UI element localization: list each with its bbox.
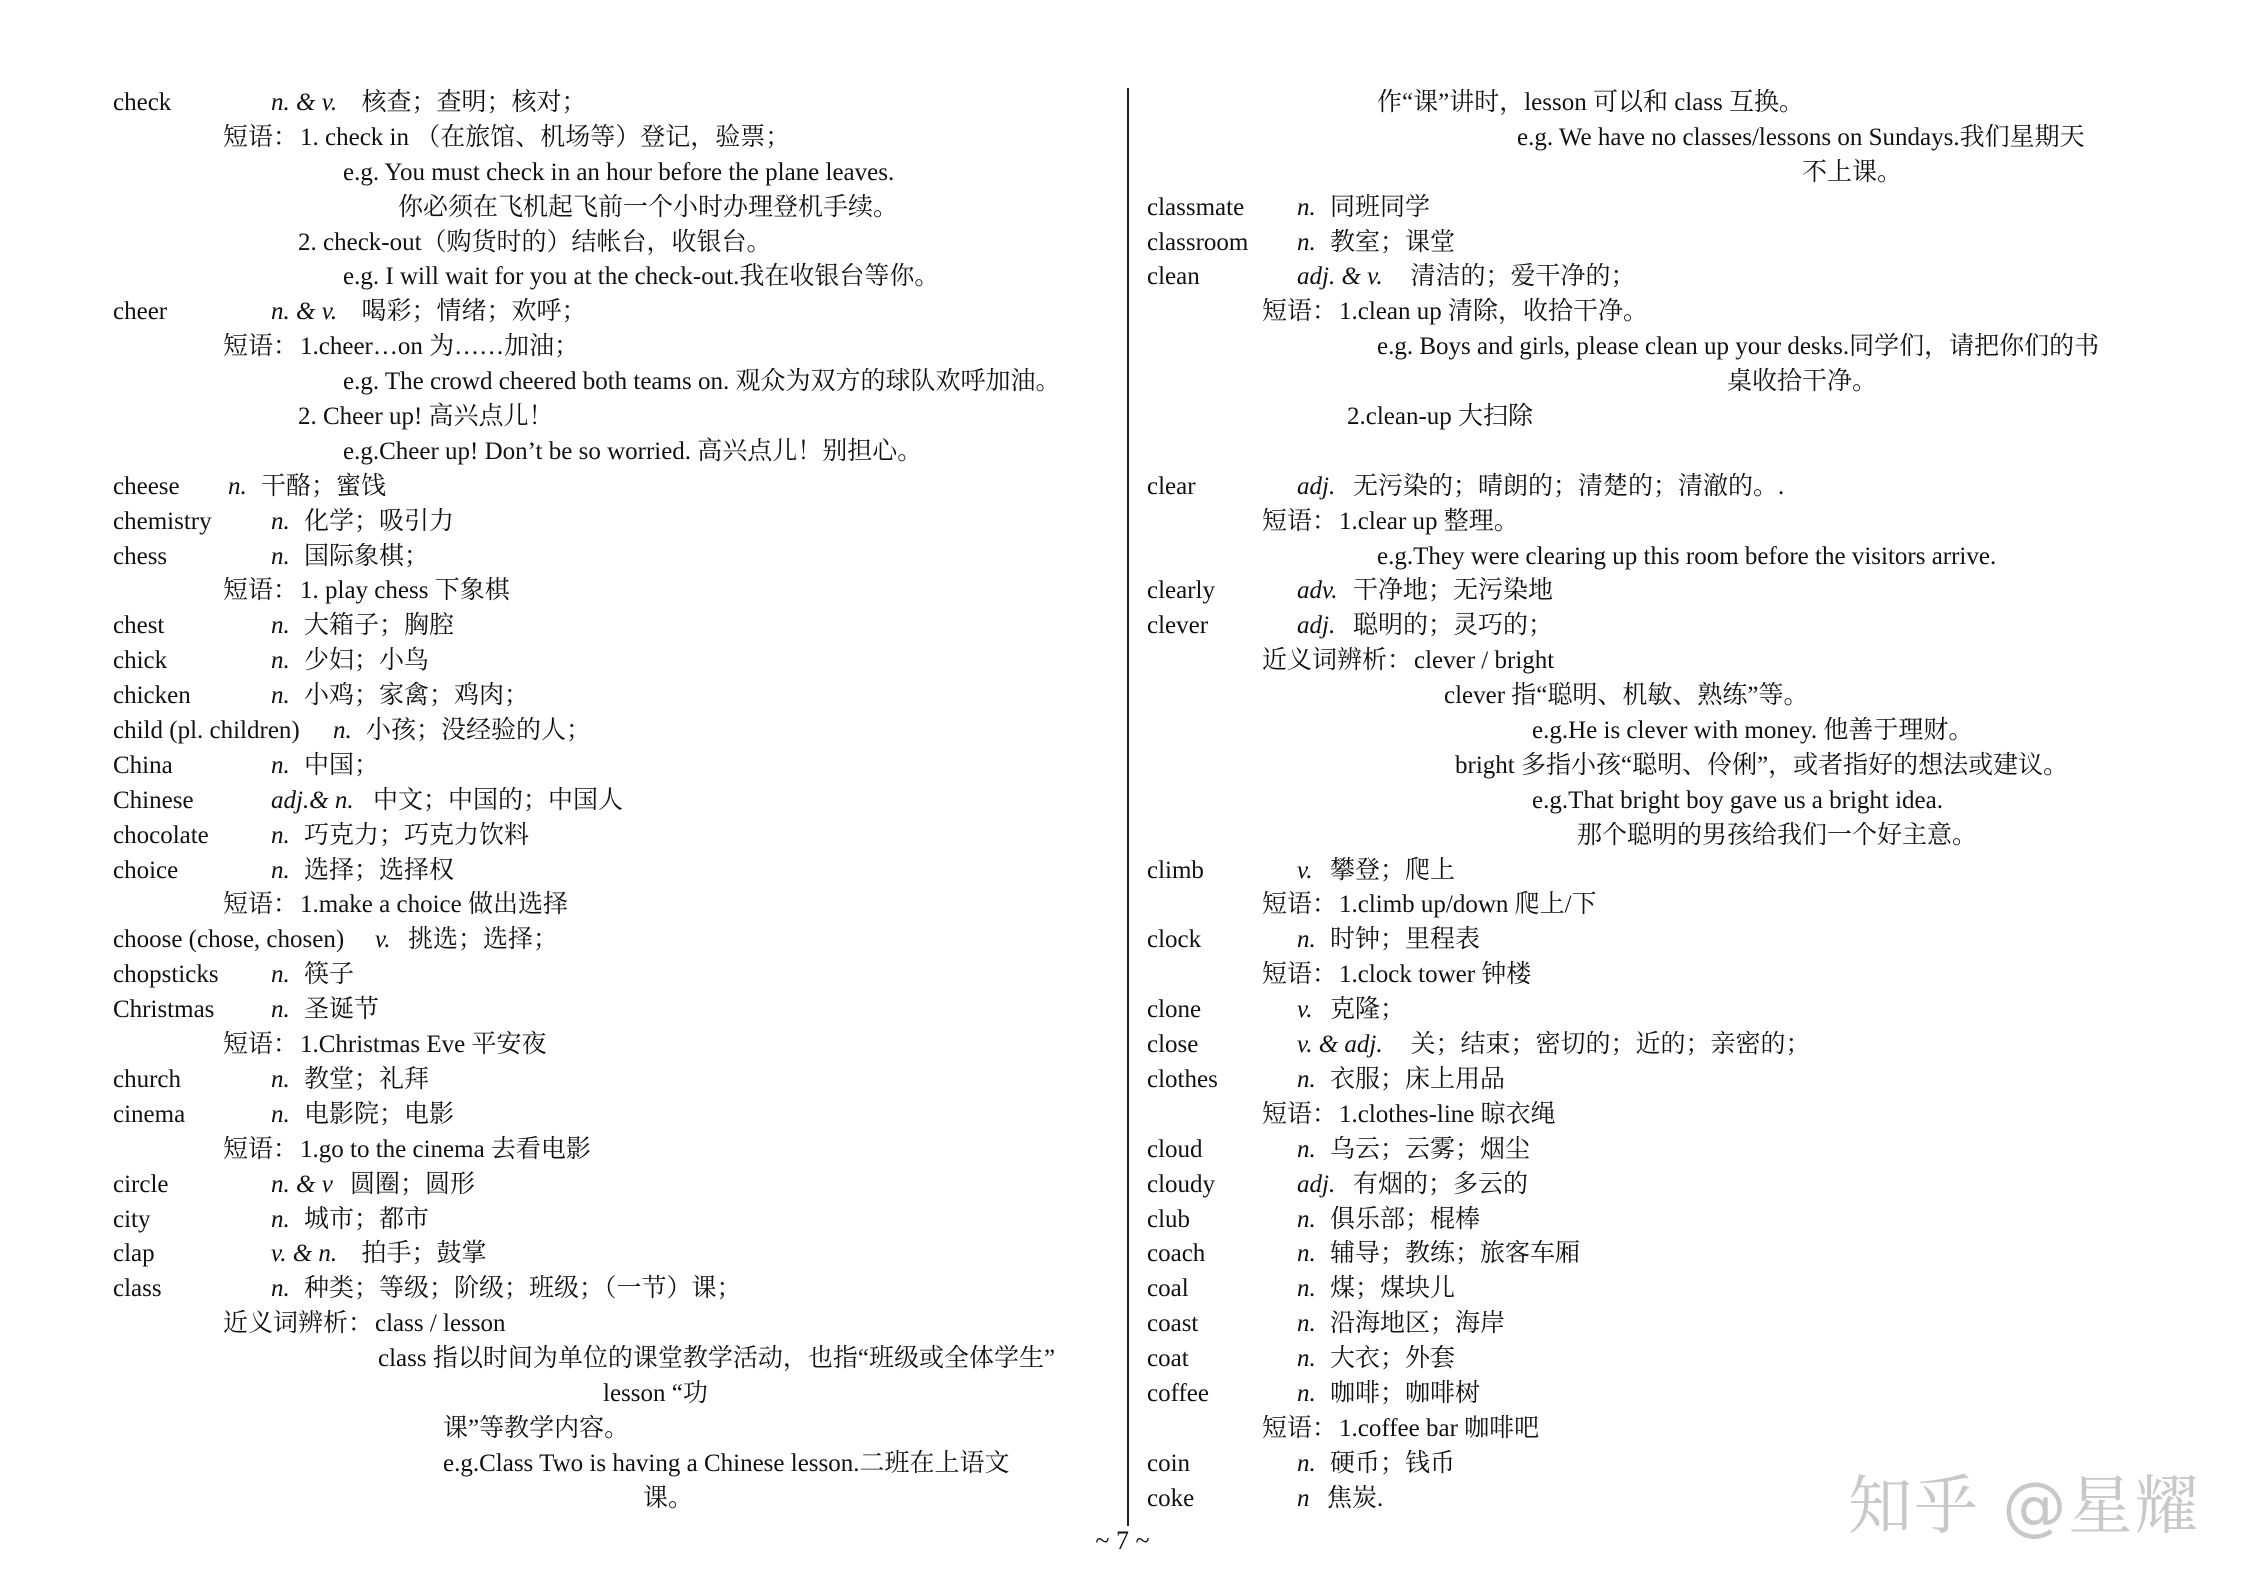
part-of-speech: v. & adj. [1297,1031,1383,1059]
example-sentence: e.g. You must check in an hour before the plane leaves. [343,158,895,186]
usage-note: 作“课”讲时，lesson 可以和 class 互换。 [1377,89,1805,116]
part-of-speech: n. [1297,193,1316,221]
dictionary-line [113,1377,1113,1412]
example-sentence: e.g. I will wait for you at the check-out.我在收银台等你。 [343,263,940,291]
dictionary-line [1147,749,2147,784]
example-sentence: e.g.Cheer up! Don’t be so worried. 高兴点儿！别担心。 [343,437,923,465]
phrase-label: 短语： [1262,1414,1338,1442]
usage-note: e.g.He is clever with money. 他善于理财。 [1532,717,1974,745]
phrase-text: 1.coffee bar 咖啡吧 [1339,1414,1540,1442]
definition: 干净地；无污染地 [1353,577,1554,605]
dictionary-line [113,1482,1113,1517]
headword: church [113,1065,182,1093]
headword: class [113,1275,162,1303]
example-sentence: e.g.They were clearing up this room before the visitors arrive. [1377,542,1997,570]
part-of-speech: n. [333,717,352,745]
dictionary-entry [1147,470,2147,505]
definition: 国际象棋； [304,542,430,570]
headword: cheese [113,472,180,500]
headword: city [113,1205,151,1233]
definition: 中文；中国的；中国人 [373,786,624,814]
usage-note: 那个聪明的男孩给我们一个好主意。 [1577,821,1978,849]
definition: 煤；煤块儿 [1330,1275,1456,1303]
definition: 沿海地区；海岸 [1330,1310,1506,1338]
dictionary-entry [113,1237,1113,1272]
headword: chopsticks [113,961,219,989]
definition: 教堂；礼拜 [304,1065,430,1093]
headword: cloud [1147,1135,1203,1163]
dictionary-entry [1147,1168,2147,1203]
headword: chicken [113,682,191,710]
dictionary-entry [113,784,1113,819]
definition: 有烟的；多云的 [1353,1170,1529,1198]
headword: clear [1147,472,1196,500]
dictionary-line [113,1307,1113,1342]
part-of-speech: n. & v. [271,89,338,116]
phrase-label: 短语： [1262,507,1338,535]
phrase-text: class / lesson [375,1310,506,1338]
dictionary-entry [113,1272,1113,1307]
phrase-text: 1. play chess 下象棋 [300,577,510,605]
dictionary-entry [1147,1342,2147,1377]
dictionary-line [1147,819,2147,854]
dictionary-entry [1147,1028,2147,1063]
part-of-speech: adj.& n. [271,786,354,814]
dictionary-line [1147,330,2147,365]
part-of-speech: n. [228,472,247,500]
dictionary-line [1147,644,2147,679]
definition: 选择；选择权 [304,856,455,884]
definition: 少妇；小鸟 [304,647,430,675]
part-of-speech: n. [1297,1065,1316,1093]
part-of-speech: n. [271,647,290,675]
definition: 聪明的；灵巧的； [1353,612,1554,640]
phrase-label: 短语： [1262,961,1338,989]
part-of-speech: n [1297,1484,1310,1512]
part-of-speech: n. [271,1100,290,1128]
headword: China [113,751,173,779]
definition: 俱乐部；棍棒 [1330,1205,1481,1233]
dictionary-line [1147,784,2147,819]
right-column [1147,86,2147,1517]
dictionary-entry [1147,574,2147,609]
definition: 化学；吸引力 [304,507,455,535]
definition: 种类；等级；阶级；班级；（一节）课； [304,1275,742,1303]
phrase-label: 短语： [223,123,299,151]
usage-note: e.g.That bright boy gave us a bright idea. [1532,786,1943,814]
dictionary-entry [113,470,1113,505]
dictionary-entry [1147,191,2147,226]
part-of-speech: n. [271,542,290,570]
part-of-speech: adv. [1297,577,1338,605]
usage-note: 课。 [643,1484,694,1512]
part-of-speech: n. [271,821,290,849]
headword: cheer [113,298,168,326]
dictionary-line [1147,505,2147,540]
definition: 清洁的；爱干净的； [1410,263,1636,291]
part-of-speech: n. [271,1205,290,1233]
headword: clock [1147,926,1202,954]
page-number: ~ 7 ~ [1095,1526,1150,1555]
usage-note: lesson “功 [603,1379,708,1407]
dictionary-line [113,226,1113,261]
dictionary-entry [113,609,1113,644]
headword: Christmas [113,996,215,1024]
part-of-speech: n. [271,1275,290,1303]
headword: circle [113,1170,169,1198]
headword: chocolate [113,821,209,849]
dictionary-entry [113,505,1113,540]
dictionary-line [1147,1412,2147,1447]
part-of-speech: n. [1297,1449,1316,1477]
definition: 中国； [304,751,380,779]
dictionary-entry [1147,260,2147,295]
part-of-speech: n. [271,856,290,884]
dictionary-entry [1147,854,2147,889]
phrase-label: 短语： [1262,1100,1338,1128]
phrase-text: 1.clear up 整理。 [1339,507,1519,535]
dictionary-line [1147,679,2147,714]
usage-note: class 指以时间为单位的课堂教学活动，也指“班级或全体学生” [378,1345,1056,1373]
phrase-text: 1. check in （在旅馆、机场等）登记，验票； [300,123,791,151]
phrase-text: 1.make a choice 做出选择 [300,891,568,919]
dictionary-line [1147,121,2147,156]
headword: classroom [1147,228,1249,256]
dictionary-entry [1147,1063,2147,1098]
part-of-speech: n. [271,996,290,1024]
headword: clone [1147,996,1202,1024]
dictionary-line [1147,888,2147,923]
dictionary-entry [1147,1133,2147,1168]
definition: 城市；都市 [304,1205,430,1233]
definition: 克隆； [1330,996,1406,1024]
dictionary-line [113,1342,1113,1377]
usage-note: 桌收拾干净。 [1727,368,1878,396]
example-sentence: e.g. The crowd cheered both teams on. 观众为双方的球队欢呼加油。 [343,368,1061,396]
dictionary-line [1147,295,2147,330]
phrase-text: 1.clothes-line 晾衣绳 [1339,1100,1556,1128]
dictionary-entry [113,819,1113,854]
dictionary-line [1147,400,2147,435]
definition: 筷子 [304,961,355,989]
part-of-speech: v. & n. [271,1240,338,1268]
left-column [113,86,1113,1517]
dictionary-line [1147,365,2147,400]
definition: 大箱子；胸腔 [304,612,455,640]
definition: 电影院；电影 [304,1100,455,1128]
dictionary-entry [113,749,1113,784]
part-of-speech: n. [1297,1275,1316,1303]
definition: 攀登；爬上 [1330,856,1456,884]
part-of-speech: v. [1297,996,1313,1024]
definition: 焦炭. [1327,1484,1384,1512]
headword: coast [1147,1310,1199,1338]
headword: cloudy [1147,1170,1216,1198]
headword: coke [1147,1484,1195,1512]
phrase-label: 短语： [223,1031,299,1059]
headword: coal [1147,1275,1189,1303]
dictionary-entry [1147,609,2147,644]
definition: 小孩；没经验的人； [366,717,592,745]
headword: check [113,89,172,116]
part-of-speech: n. [1297,228,1316,256]
dictionary-line [1147,540,2147,575]
part-of-speech: n. & v [271,1170,333,1198]
phrase-text: 1.go to the cinema 去看电影 [300,1135,591,1163]
phrase-text: 1.climb up/down 爬上/下 [1339,891,1597,919]
part-of-speech: n. [1297,1345,1316,1373]
dictionary-line [1147,714,2147,749]
usage-note: e.g.Class Two is having a Chinese lesson.二班在上语文 [443,1449,1010,1477]
part-of-speech: adj. & v. [1297,263,1383,291]
headword: close [1147,1031,1199,1059]
headword: chick [113,647,168,675]
dictionary-entry [113,854,1113,889]
definition: 圣诞节 [304,996,380,1024]
phrase-label: 近义词辨析： [223,1310,374,1338]
headword: classmate [1147,193,1245,221]
phrase-text: 2.clean-up 大扫除 [1347,403,1534,431]
dictionary-entry [1147,1377,2147,1412]
definition: 关；结束；密切的；近的；亲密的； [1410,1031,1811,1059]
phrase-text: 1.cheer…on 为……加油； [300,333,580,361]
phrase-label: 短语： [1262,891,1338,919]
definition: 乌云；云雾；烟尘 [1330,1135,1531,1163]
dictionary-entry [113,540,1113,575]
part-of-speech: n. [1297,1240,1316,1268]
headword: chemistry [113,507,212,535]
dictionary-entry [113,714,1113,749]
definition: 干酪；蜜饯 [261,472,387,500]
phrase-text: 2. Cheer up! 高兴点儿！ [298,403,554,431]
definition: 硬币；钱币 [1330,1449,1456,1477]
usage-note: 不上课。 [1802,158,1903,186]
usage-note: e.g. We have no classes/lessons on Sundays.我们星期天 [1517,123,2085,151]
part-of-speech: adj. [1297,1170,1336,1198]
headword: chess [113,542,168,570]
dictionary-line [113,574,1113,609]
headword: clap [113,1240,155,1268]
definition: 拍手；鼓掌 [361,1240,487,1268]
headword: Chinese [113,786,194,814]
dictionary-line [1147,435,2147,470]
definition: 巧克力；巧克力饮料 [304,821,530,849]
headword: child (pl. children) [113,717,300,745]
dictionary-entry [113,993,1113,1028]
part-of-speech: v. [1297,856,1313,884]
part-of-speech: n. [271,961,290,989]
definition: 时钟；里程表 [1330,926,1481,954]
headword: coach [1147,1240,1206,1268]
part-of-speech: n. [271,682,290,710]
part-of-speech: n. [1297,1135,1316,1163]
dictionary-line [113,1447,1113,1482]
headword: coin [1147,1449,1191,1477]
headword: choose (chose, chosen) [113,926,345,954]
part-of-speech: v. [375,926,391,954]
example-sentence: e.g. Boys and girls, please clean up your desks.同学们，请把你们的书 [1377,333,2100,361]
dictionary-line [113,888,1113,923]
part-of-speech: n. & v. [271,298,338,326]
definition: 小鸡；家禽；鸡肉； [304,682,530,710]
phrase-text: 1.clock tower 钟楼 [1339,961,1532,989]
definition: 大衣；外套 [1330,1345,1456,1373]
headword: cinema [113,1100,186,1128]
part-of-speech: n. [271,1065,290,1093]
dictionary-entry [1147,1203,2147,1238]
headword: clean [1147,263,1200,291]
dictionary-entry [113,1098,1113,1133]
dictionary-entry [1147,993,2147,1028]
part-of-speech: n. [271,612,290,640]
dictionary-line [113,260,1113,295]
part-of-speech: n. [1297,926,1316,954]
dictionary-line [1147,156,2147,191]
headword: clever [1147,612,1209,640]
example-translation: 你必须在飞机起飞前一个小时办理登机手续。 [398,193,899,221]
phrase-text: clever / bright [1414,647,1555,675]
column-divider [1127,88,1129,1526]
phrase-text: 2. check-out（购货时的）结帐台，收银台。 [298,228,772,256]
headword: choice [113,856,179,884]
headword: chest [113,612,165,640]
phrase-label: 短语： [223,577,299,605]
headword: clothes [1147,1065,1218,1093]
dictionary-entry [113,295,1113,330]
dictionary-line [113,1412,1113,1447]
dictionary-line [113,400,1113,435]
part-of-speech: n. [1297,1379,1316,1407]
part-of-speech: n. [271,751,290,779]
definition: 挑选；选择； [408,926,559,954]
dictionary-entry [1147,226,2147,261]
usage-note: 课”等教学内容。 [443,1414,630,1442]
definition: 教室；课堂 [1330,228,1456,256]
dictionary-entry [113,644,1113,679]
dictionary-entry [113,86,1113,121]
dictionary-line [113,365,1113,400]
part-of-speech: adj. [1297,612,1336,640]
dictionary-line [113,1028,1113,1063]
definition: 喝彩；情绪；欢呼； [361,298,587,326]
dictionary-entry [113,1063,1113,1098]
headword: club [1147,1205,1191,1233]
headword: coffee [1147,1379,1209,1407]
dictionary-entry [1147,1307,2147,1342]
headword: coat [1147,1345,1189,1373]
phrase-text: 1.Christmas Eve 平安夜 [300,1031,547,1059]
dictionary-entry [1147,923,2147,958]
headword: clearly [1147,577,1216,605]
definition: 咖啡；咖啡树 [1330,1379,1481,1407]
part-of-speech: n. [1297,1205,1316,1233]
definition: 衣服；床上用品 [1330,1065,1506,1093]
dictionary-entry [113,679,1113,714]
dictionary-line [113,156,1113,191]
definition: 无污染的；晴朗的；清楚的；清澈的。. [1353,472,1785,500]
watermark: 知乎 @星耀 [1848,1470,2201,1544]
dictionary-entry [113,1203,1113,1238]
phrase-label: 短语： [223,333,299,361]
dictionary-line [1147,1098,2147,1133]
dictionary-entry [113,1168,1113,1203]
phrase-text: 1.clean up 清除，收拾干净。 [1339,298,1648,326]
dictionary-line [113,191,1113,226]
part-of-speech: n. [271,507,290,535]
dictionary-entry [113,958,1113,993]
dictionary-entry [1147,1237,2147,1272]
dictionary-line [1147,86,2147,121]
definition: 同班同学 [1330,193,1431,221]
dictionary-entry [113,923,1113,958]
definition: 辅导；教练；旅客车厢 [1330,1240,1581,1268]
dictionary-line [113,330,1113,365]
dictionary-entry [1147,1272,2147,1307]
usage-note: clever 指“聪明、机敏、熟练”等。 [1444,682,1809,710]
dictionary-line [113,121,1113,156]
dictionary-line [113,435,1113,470]
part-of-speech: n. [1297,1310,1316,1338]
headword: climb [1147,856,1204,884]
dictionary-line [1147,958,2147,993]
part-of-speech: adj. [1297,472,1336,500]
phrase-label: 近义词辨析： [1262,647,1413,675]
usage-note: bright 多指小孩“聪明、伶俐”，或者指好的想法或建议。 [1455,751,2069,779]
phrase-label: 短语： [223,1135,299,1163]
phrase-label: 短语： [223,891,299,919]
dictionary-line [113,1133,1113,1168]
definition: 圆圈；圆形 [350,1170,476,1198]
phrase-label: 短语： [1262,298,1338,326]
definition: 核查；查明；核对； [361,89,587,116]
